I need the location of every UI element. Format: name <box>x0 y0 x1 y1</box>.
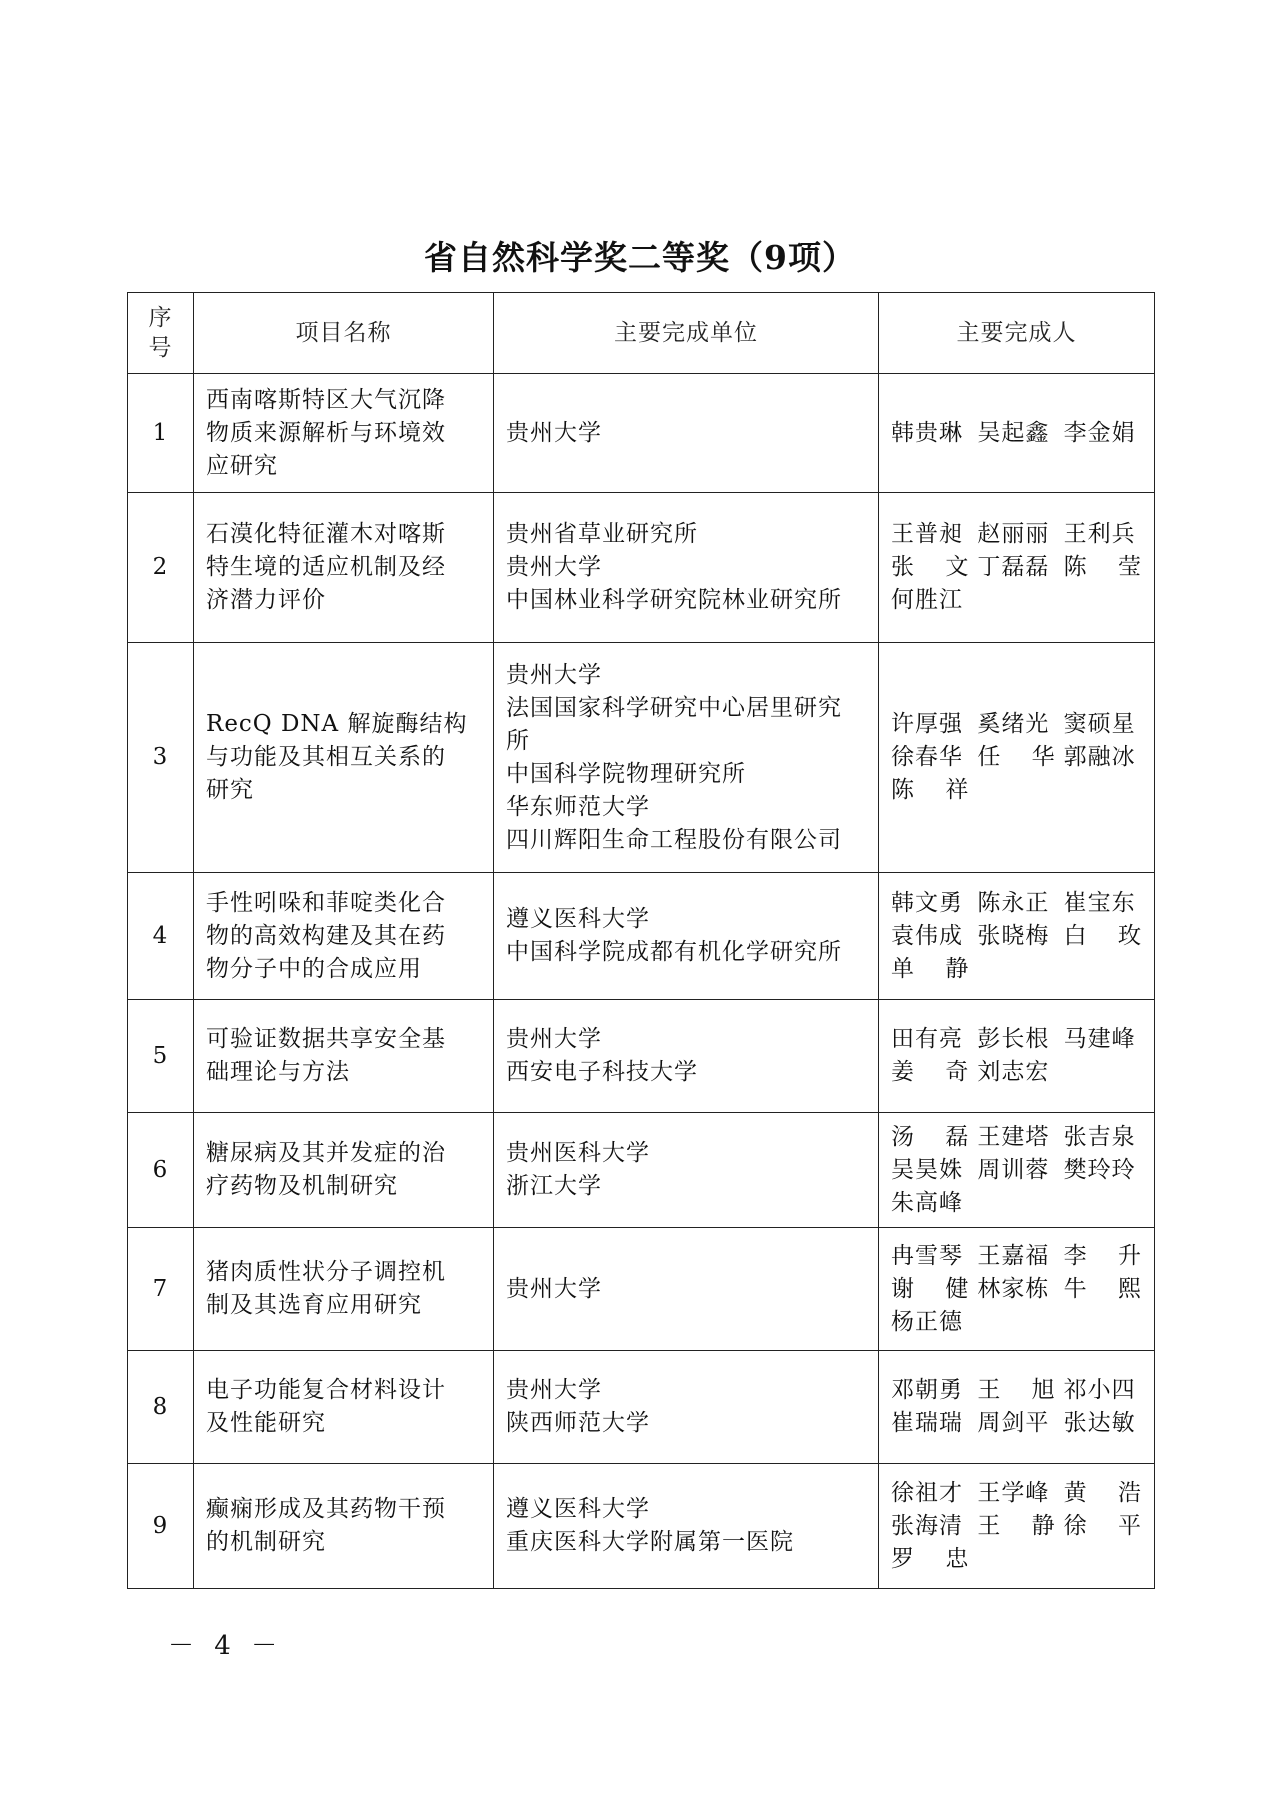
people-grid <box>891 518 1142 617</box>
person-name: 姜 奇 <box>891 1059 970 1085</box>
row-number: 1 <box>128 374 194 493</box>
project-name-line: 物质来源解析与环境效 <box>206 419 446 446</box>
project-name-line: 应研究 <box>206 452 278 479</box>
table-row <box>128 643 1155 873</box>
completion-people <box>879 1000 1155 1113</box>
unit-name: 重庆医科大学附属第一医院 <box>506 1529 794 1555</box>
person-name: 王 静 <box>977 1512 1056 1539</box>
table-row <box>128 374 1155 493</box>
project-name-line: 物分子中的合成应用 <box>206 955 422 982</box>
person-name: 黄 浩 <box>1063 1479 1142 1506</box>
project-name <box>194 1351 494 1464</box>
person-name: 李 升 <box>1063 1242 1142 1269</box>
row-number: 8 <box>128 1351 194 1464</box>
person-name: 张海清 <box>891 1512 963 1539</box>
project-name-line: 癫痫形成及其药物干预 <box>206 1496 446 1522</box>
completion-people <box>879 374 1155 493</box>
completion-units <box>494 1000 879 1113</box>
person-name: 郭融冰 <box>1063 744 1136 770</box>
completion-people <box>879 1228 1155 1351</box>
completion-units <box>494 1113 879 1228</box>
person-name: 崔宝东 <box>1063 889 1136 916</box>
unit-name: 贵州大学 <box>506 419 602 446</box>
person-name: 李金娟 <box>1063 419 1136 446</box>
project-name-line: RecQ DNA 解旋酶结构 <box>206 711 468 737</box>
project-name-line: 制及其选育应用研究 <box>206 1292 422 1318</box>
person-name: 陈 祥 <box>891 777 970 803</box>
row-number: 2 <box>128 493 194 643</box>
unit-name: 四川辉阳生命工程股份有限公司 <box>506 826 842 853</box>
person-name: 崔瑞瑞 <box>891 1410 963 1436</box>
unit-name: 贵州省草业研究所 <box>506 521 698 547</box>
header-people: 主要完成人 <box>879 293 1155 374</box>
person-name: 徐春华 <box>891 744 963 770</box>
person-name: 张 文 <box>891 554 970 580</box>
project-name-line: 手性吲哚和菲啶类化合 <box>206 889 446 916</box>
person-name: 牛 熙 <box>1063 1275 1142 1302</box>
people-grid <box>891 417 1142 450</box>
completion-units <box>494 1464 879 1589</box>
completion-units <box>494 493 879 643</box>
people-grid <box>891 1240 1142 1339</box>
person-name: 马建峰 <box>1063 1026 1136 1052</box>
person-name: 田有亮 <box>891 1026 963 1052</box>
completion-people <box>879 873 1155 1000</box>
completion-people <box>879 493 1155 643</box>
person-name: 赵丽丽 <box>977 521 1050 547</box>
person-name: 张晓梅 <box>977 922 1050 949</box>
person-name: 白 玫 <box>1063 922 1142 949</box>
completion-units <box>494 1351 879 1464</box>
table-row <box>128 873 1155 1000</box>
person-name: 任 华 <box>977 744 1056 770</box>
person-name: 张吉泉 <box>1063 1123 1136 1150</box>
person-name: 谢 健 <box>891 1275 970 1302</box>
page-number: － 4 － <box>168 1631 284 1661</box>
person-name: 杨正德 <box>891 1308 963 1335</box>
person-name: 袁伟成 <box>891 922 963 949</box>
person-name: 奚绪光 <box>977 711 1050 737</box>
project-name-line: 石漠化特征灌木对喀斯 <box>206 521 446 547</box>
row-number: 4 <box>128 873 194 1000</box>
completion-units <box>494 643 879 873</box>
person-name: 林家栋 <box>977 1275 1050 1302</box>
row-number: 5 <box>128 1000 194 1113</box>
header-row <box>128 293 1155 374</box>
person-name: 王嘉福 <box>977 1242 1050 1269</box>
unit-name: 陕西师范大学 <box>506 1410 650 1436</box>
person-name: 吴起鑫 <box>977 419 1050 446</box>
person-name: 朱高峰 <box>891 1189 963 1216</box>
people-grid <box>891 1477 1142 1576</box>
unit-name: 中国林业科学研究院林业研究所 <box>506 587 842 613</box>
project-name <box>194 1113 494 1228</box>
row-number: 6 <box>128 1113 194 1228</box>
person-name: 吴昊姝 <box>891 1156 963 1183</box>
unit-name: 贵州大学 <box>506 554 602 580</box>
unit-name: 中国科学院成都有机化学研究所 <box>506 939 842 965</box>
project-name <box>194 493 494 643</box>
person-name: 许厚强 <box>891 711 963 737</box>
completion-people <box>879 1464 1155 1589</box>
people-grid <box>891 708 1142 807</box>
project-name-line: 西南喀斯特区大气沉降 <box>206 386 446 413</box>
person-name: 徐 平 <box>1063 1512 1142 1539</box>
unit-name: 中国科学院物理研究所 <box>506 760 746 787</box>
project-name-line: 可验证数据共享安全基 <box>206 1026 446 1052</box>
person-name: 韩文勇 <box>891 889 963 916</box>
person-name: 王学峰 <box>977 1479 1050 1506</box>
award-table <box>127 292 1155 1589</box>
person-name: 韩贵琳 <box>891 419 963 446</box>
unit-name: 华东师范大学 <box>506 793 650 820</box>
table-row <box>128 1000 1155 1113</box>
project-name-line: 特生境的适应机制及经 <box>206 554 446 580</box>
person-name: 冉雪琴 <box>891 1242 963 1269</box>
person-name: 王利兵 <box>1063 521 1136 547</box>
person-name: 丁磊磊 <box>977 554 1050 580</box>
completion-people <box>879 1351 1155 1464</box>
unit-name: 浙江大学 <box>506 1173 602 1199</box>
person-name: 张达敏 <box>1063 1410 1136 1436</box>
unit-name: 遵义医科大学 <box>506 906 650 932</box>
person-name: 窦硕星 <box>1063 711 1136 737</box>
completion-units <box>494 374 879 493</box>
row-number: 3 <box>128 643 194 873</box>
project-name-line: 与功能及其相互关系的 <box>206 744 446 770</box>
header-units: 主要完成单位 <box>494 293 879 374</box>
table-row <box>128 493 1155 643</box>
unit-name: 贵州医科大学 <box>506 1140 650 1166</box>
person-name: 刘志宏 <box>977 1059 1050 1085</box>
people-grid <box>891 1023 1142 1089</box>
person-name: 周剑平 <box>977 1410 1050 1436</box>
people-grid <box>891 1121 1142 1220</box>
people-grid <box>891 887 1142 986</box>
unit-name: 贵州大学 <box>506 1377 602 1403</box>
unit-name: 法国国家科学研究中心居里研究 <box>506 694 842 721</box>
person-name: 樊玲玲 <box>1063 1156 1136 1183</box>
project-name-line: 研究 <box>206 777 254 803</box>
person-name: 陈永正 <box>977 889 1050 916</box>
table-title: 省自然科学奖二等奖（9项） <box>424 238 856 277</box>
project-name <box>194 1000 494 1113</box>
person-name: 王普昶 <box>891 521 963 547</box>
unit-name: 贵州大学 <box>506 1026 602 1052</box>
people-grid <box>891 1374 1142 1440</box>
person-name: 彭长根 <box>977 1026 1050 1052</box>
row-number: 7 <box>128 1228 194 1351</box>
unit-name: 遵义医科大学 <box>506 1496 650 1522</box>
person-name: 单 静 <box>891 955 970 982</box>
table-row <box>128 1464 1155 1589</box>
header-no: 序 号 <box>128 293 194 374</box>
unit-name: 贵州大学 <box>506 661 602 688</box>
project-name-line: 及性能研究 <box>206 1410 326 1436</box>
project-name <box>194 1228 494 1351</box>
project-name <box>194 643 494 873</box>
person-name: 罗 忠 <box>891 1545 970 1572</box>
project-name-line: 电子功能复合材料设计 <box>206 1377 446 1403</box>
completion-people <box>879 643 1155 873</box>
completion-units <box>494 1228 879 1351</box>
project-name-line: 疗药物及机制研究 <box>206 1173 398 1199</box>
row-number: 9 <box>128 1464 194 1589</box>
table-row <box>128 1113 1155 1228</box>
completion-people <box>879 1113 1155 1228</box>
project-name-line: 物的高效构建及其在药 <box>206 922 446 949</box>
table-row <box>128 1351 1155 1464</box>
person-name: 陈 莹 <box>1063 554 1142 580</box>
project-name <box>194 1464 494 1589</box>
project-name <box>194 873 494 1000</box>
person-name: 何胜江 <box>891 587 963 613</box>
unit-name: 所 <box>506 727 530 754</box>
completion-units <box>494 873 879 1000</box>
project-name <box>194 374 494 493</box>
person-name: 汤 磊 <box>891 1123 970 1150</box>
unit-name: 西安电子科技大学 <box>506 1059 698 1085</box>
project-name-line: 济潜力评价 <box>206 587 326 613</box>
person-name: 王 旭 <box>977 1377 1056 1403</box>
project-name-line: 础理论与方法 <box>206 1059 350 1085</box>
project-name-line: 的机制研究 <box>206 1529 326 1555</box>
person-name: 祁小四 <box>1063 1377 1136 1403</box>
project-name-line: 糖尿病及其并发症的治 <box>206 1140 446 1166</box>
person-name: 邓朝勇 <box>891 1377 963 1403</box>
person-name: 徐祖才 <box>891 1479 963 1506</box>
unit-name: 贵州大学 <box>506 1275 602 1302</box>
header-project: 项目名称 <box>194 293 494 374</box>
project-name-line: 猪肉质性状分子调控机 <box>206 1259 446 1285</box>
table-row <box>128 1228 1155 1351</box>
person-name: 周训蓉 <box>977 1156 1050 1183</box>
person-name: 王建塔 <box>977 1123 1050 1150</box>
